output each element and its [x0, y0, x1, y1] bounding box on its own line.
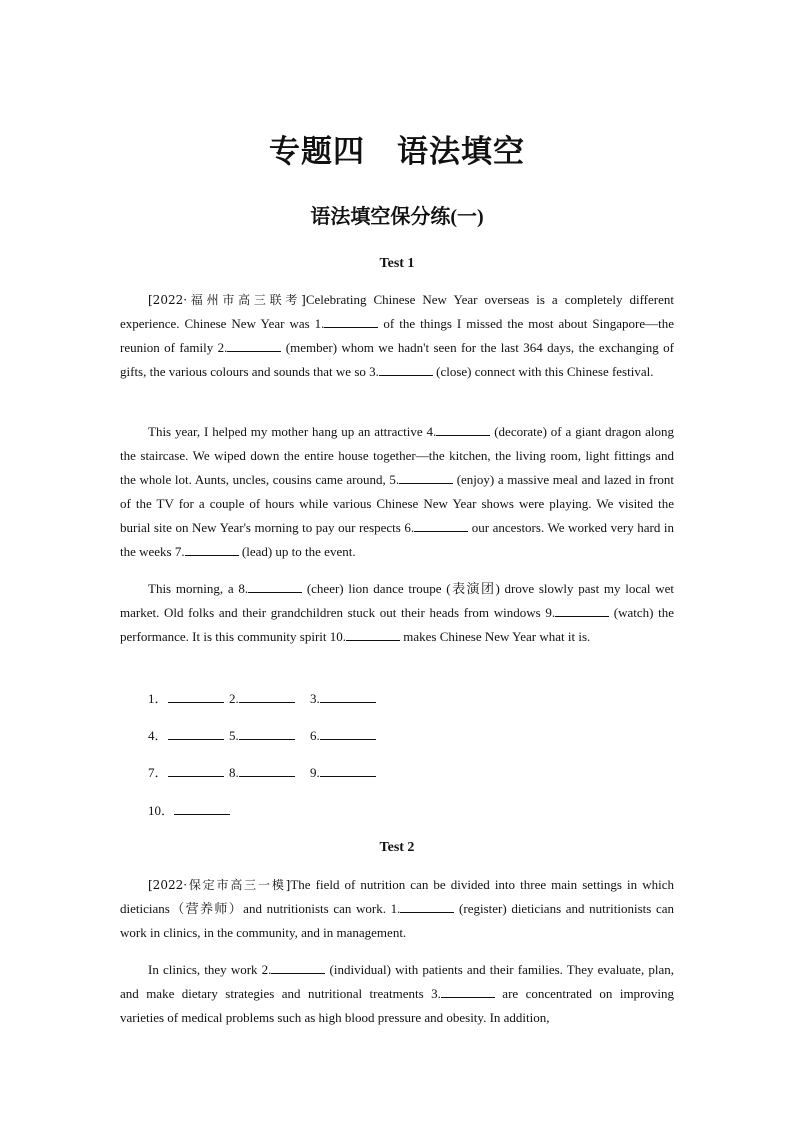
answer-line: [168, 727, 224, 740]
text-segment: our ancestors. We worked very hard in the weeks 7.: [120, 520, 674, 559]
answer-line: [174, 802, 230, 815]
answer-line: [239, 727, 295, 740]
text-segment: of the things I missed the most about Singapore—the reunion of family 2.: [120, 316, 674, 355]
test1-heading: Test 1: [379, 256, 415, 271]
text-segment: (decorate) of a giant dragon along the staircase. We wiped down the entire house together—the kitchen, the living room, light fittings and the whole lot. Aunts, uncles, cousins came around, 5.: [120, 424, 674, 487]
test1-paragraph-3: [120, 577, 674, 649]
page-title: 专题四 语法填空: [269, 134, 525, 169]
text-segment: (lead) up to the event.: [238, 544, 356, 559]
text-segment: (watch) the performance. It is this community spirit 10.: [120, 605, 674, 644]
answer-blank: [399, 471, 453, 484]
test2-source: [2022·保定市高三一模]: [148, 878, 291, 892]
text-segment: In clinics, they work 2.: [148, 962, 272, 977]
text-segment: (individual) with patients and their families. They evaluate, plan, and make dietary strategies and nutritional treatments 3.: [120, 962, 674, 1001]
answer-line: [320, 690, 376, 703]
answer-row-4: [148, 802, 229, 820]
answer-blank: [227, 339, 281, 352]
answer-line: [239, 690, 295, 703]
answer-blank: [185, 543, 239, 556]
text-segment: (register) dieticians and nutritionists can work in clinics, in the community, and in management.: [120, 901, 674, 940]
answer-number: 4．: [148, 728, 168, 743]
answer-line: [168, 690, 224, 703]
answer-number: 3.: [310, 691, 320, 706]
answer-blank: [555, 604, 609, 617]
test2-paragraph-1: [120, 873, 674, 945]
text-segment: This year, I helped my mother hang up an attractive 4.: [148, 424, 437, 439]
answer-number: 5.: [229, 728, 239, 743]
answer-blank: [436, 423, 490, 436]
answer-number: 8.: [229, 765, 239, 780]
answer-line: [320, 727, 376, 740]
answer-row-1: [148, 690, 391, 708]
answer-number: 1．: [148, 691, 168, 706]
test1-paragraph-1: [120, 288, 674, 384]
answer-row-3: [148, 764, 391, 782]
answer-blank: [248, 580, 302, 593]
answer-row-2: [148, 727, 391, 745]
answer-line: [168, 764, 224, 777]
answer-number: 2.: [229, 691, 239, 706]
answer-blank: [271, 961, 325, 974]
answer-line: [320, 764, 376, 777]
answer-blank: [379, 363, 433, 376]
answer-blank: [400, 900, 454, 913]
text-segment: are concentrated on improving varieties of medical problems such as high blood pressure and obesity. In addition,: [120, 986, 674, 1025]
page-subtitle: 语法填空保分练(一): [310, 206, 484, 228]
answer-blank: [346, 628, 400, 641]
answer-number: 9.: [310, 765, 320, 780]
text-segment: (member) whom we hadn't seen for the last 364 days, the exchanging of gifts, the various colours and sounds that we so 3.: [120, 340, 674, 379]
answer-number: 6.: [310, 728, 320, 743]
answer-blank: [414, 519, 468, 532]
text-segment: makes Chinese New Year what it is.: [400, 629, 591, 644]
answer-line: [239, 764, 295, 777]
answer-blank: [324, 315, 378, 328]
text-segment: (close) connect with this Chinese festival.: [432, 364, 654, 379]
text-segment: (enjoy) a massive meal and lazed in front of the TV for a couple of hours while various Chinese New Year shows were playing. We visited the burial site on New Year's morning to pay our respects 6.: [120, 472, 675, 535]
answer-blank: [441, 985, 495, 998]
test2-paragraph-2: [120, 958, 674, 1030]
text-segment: (cheer) lion dance troupe (表演团) drove slowly past my local wet market. Old folks and their grandchildren stuck out their heads from windows 9.: [120, 581, 674, 620]
text-segment: This morning, a 8.: [148, 581, 249, 596]
test2-heading: Test 2: [379, 840, 415, 855]
text-segment: The field of nutrition can be divided into three main settings in which dieticians（营养师）and nutritionists can work. 1.: [120, 877, 675, 916]
text-segment: Celebrating Chinese New Year overseas is a completely different experience. Chinese New Year was 1.: [120, 292, 674, 331]
answer-number: 7．: [148, 765, 168, 780]
answer-number: 10．: [148, 803, 175, 818]
test1-paragraph-2: [120, 420, 674, 564]
test1-source: [2022·福州市高三联考]: [148, 293, 306, 307]
